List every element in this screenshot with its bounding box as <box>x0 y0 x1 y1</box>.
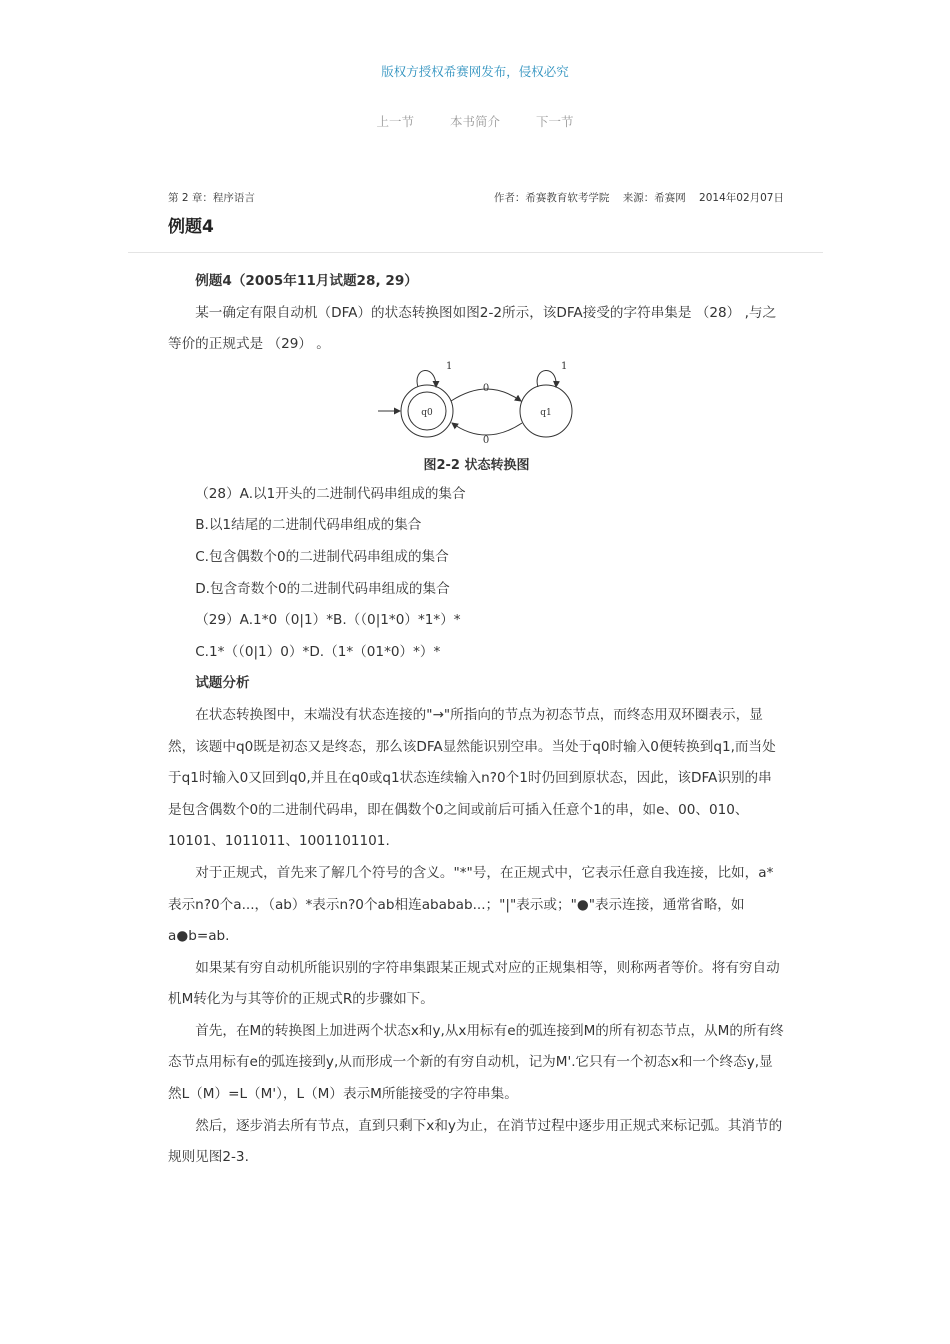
analysis-paragraph: 首先，在M的转换图上加进两个状态x和y,从x用标有e的弧连接到M的所有初态节点，从M的所有终态节点用标有e的弧连接到y,从而形成一个新的有穷自动机，记为M'.它只有一个初态x和一个终态y,显然L（M）=L（M'），L（M）表示M所能接受的字符串集。 <box>168 1022 784 1103</box>
source-label: 来源：希赛网 <box>622 192 686 204</box>
chapter-label: 第 2 章：程序语言 <box>168 192 255 204</box>
chapter-nav <box>0 112 950 130</box>
analysis-paragraph: 在状态转换图中，末端没有状态连接的"→"所指向的节点为初态节点，而终态用双环圈表示，显然，该题中q0既是初态又是终态，那么该DFA显然能识别空串。当处于q0时输入0便转换到q1,而当处于q1时输入0又回到q0,并且在q0或q1状态连续输入n?0个1时仍回到原状态，因此，该DFA识别的串是包含偶数个0的二进制代码串，即在偶数个0之间或前后可插入任意个1的串，如e、00、010、10101、1011011、1001101101. <box>168 706 776 850</box>
book-intro-link[interactable]: 本书简介 <box>449 114 500 129</box>
analysis-paragraph: 如果某有穷自动机所能识别的字符串集跟某正规式对应的正规集相等，则称两者等价。将有穷自动机M转化为与其等价的正规式R的步骤如下。 <box>168 959 780 1008</box>
edge-bottom-label: 0 <box>482 434 490 446</box>
prev-section-link[interactable]: 上一节 <box>376 114 414 129</box>
copyright-notice: 版权方授权希赛网发布，侵权必究 <box>381 64 569 79</box>
figure-caption: 图2-2 状态转换图 <box>423 457 530 473</box>
analysis-paragraph: 然后，逐步消去所有节点，直到只剩下x和y为止，在消节过程中逐步用正规式来标记弧。其消节的规则见图2-3. <box>168 1117 783 1166</box>
loop-q1-label: 1 <box>561 360 568 372</box>
page-title: 例题4 <box>168 217 214 237</box>
dfa-figure <box>168 361 785 457</box>
option-29cd: C.1*（（0|1）0）*D.（1*（01*0）*）* <box>195 643 441 660</box>
example-heading: 例题4（2005年11月试题28, 29） <box>195 273 418 289</box>
article-body <box>168 266 785 1174</box>
edge-top-label: 0 <box>482 382 490 394</box>
analysis-paragraph: 对于正规式，首先来了解几个符号的含义。"*"号，在正规式中，它表示任意自我连接，比如，a*表示n?0个a...，（ab）*表示n?0个ab相连ababab...；"|"表示或；"●"表示连接，通常省略，如a●b=ab. <box>168 864 774 945</box>
state-q0-label: q0 <box>421 407 433 418</box>
option-28a: （28）A.以1开头的二进制代码串组成的集合 <box>195 485 466 502</box>
next-section-link[interactable]: 下一节 <box>535 114 574 129</box>
header-divider <box>128 252 823 253</box>
article-meta <box>484 190 784 205</box>
loop-q0-label: 1 <box>446 360 453 372</box>
option-28d: D.包含奇数个0的二进制代码串组成的集合 <box>195 580 450 597</box>
option-29ab: （29）A.1*0（0|1）*B.（（0|1*0）*1*）* <box>195 612 461 629</box>
option-28c: C.包含偶数个0的二进制代码串组成的集合 <box>195 548 449 565</box>
question-text: 某一确定有限自动机（DFA）的状态转换图如图2-2所示，该DFA接受的字符串集是 （28） ,与之等价的正规式是 （29） 。 <box>168 304 777 353</box>
date-label: 2014年02月07日 <box>699 192 784 204</box>
edge-q1-q0 <box>452 423 522 435</box>
option-28b: B.以1结尾的二进制代码串组成的集合 <box>195 517 422 534</box>
state-q1-label: q1 <box>540 407 552 418</box>
analysis-heading: 试题分析 <box>195 675 250 692</box>
author-label: 作者：希赛教育软考学院 <box>493 192 610 204</box>
dfa-diagram <box>376 361 576 457</box>
